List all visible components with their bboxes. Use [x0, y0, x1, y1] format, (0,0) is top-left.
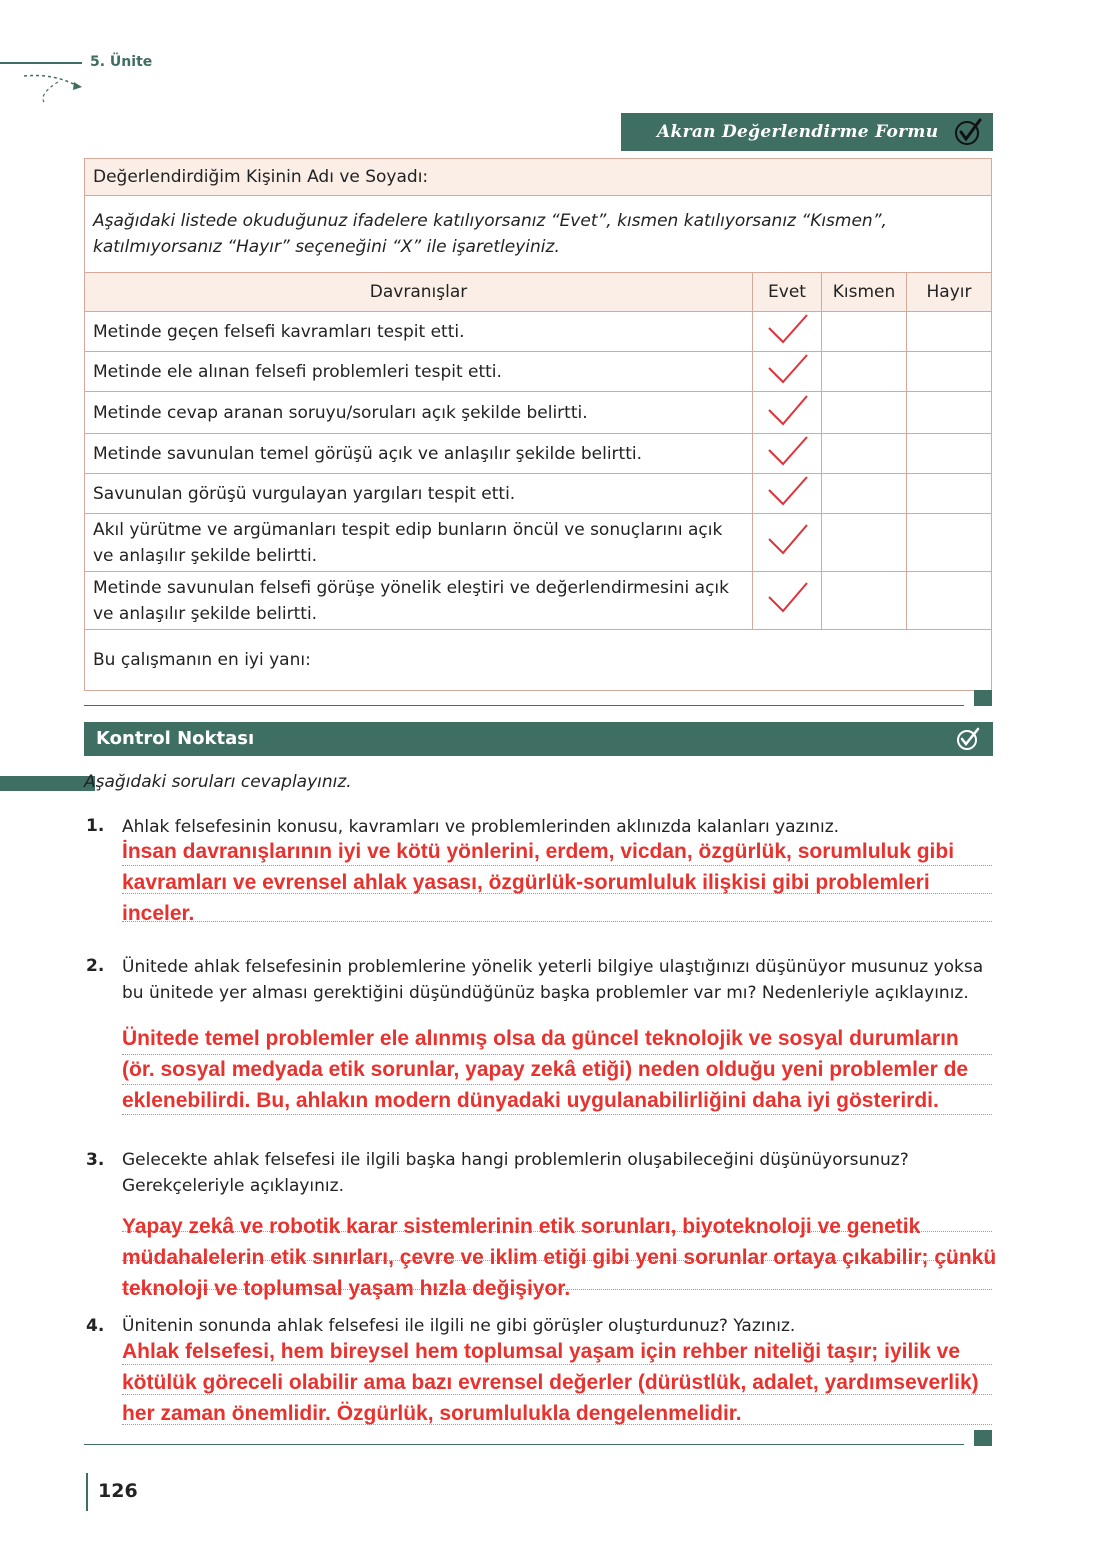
name-label: Değerlendirdiğim Kişinin Adı ve Soyadı: [85, 159, 992, 196]
yes-cell[interactable] [753, 392, 822, 434]
best-side-label: Bu çalışmanın en iyi yanı: [85, 630, 992, 691]
no-cell[interactable] [907, 572, 992, 630]
column-header-partly: Kısmen [822, 273, 907, 312]
question-number: 2. [86, 956, 105, 976]
peer-evaluation-table [84, 158, 992, 691]
section-divider [84, 1444, 964, 1445]
question-text: Gelecekte ahlak felsefesi ile ilgili başka hangi problemlerin oluşabileceğini düşünüyorsunuz? Gerekçeleriyle açıklayınız. [122, 1150, 909, 1196]
answer-text[interactable]: Yapay zekâ ve robotik karar sistemlerinin etik sorunları, biyoteknoloji ve genetik müdahalelerin etik sınırları, çevre ve iklim etiği gibi yeni sorunlar ortaya çıkabilir; çünkü teknoloji ve toplumsal yaşam hızla değişiyor. [122, 1215, 997, 1300]
no-cell[interactable] [907, 392, 992, 434]
partly-cell[interactable] [822, 434, 907, 474]
yes-cell[interactable] [753, 474, 822, 514]
behavior-item: Metinde savunulan felsefi görüşe yönelik eleştiri ve değerlendirmesini açık ve anlaşılır şekilde belirtti. [85, 572, 753, 630]
checkpoint-title: Kontrol Noktası [96, 728, 255, 749]
red-check-icon [765, 579, 809, 615]
question-number: 1. [86, 816, 105, 836]
question-number: 3. [86, 1150, 105, 1170]
red-check-icon [765, 312, 809, 346]
partly-cell[interactable] [822, 474, 907, 514]
no-cell[interactable] [907, 434, 992, 474]
dashed-arrow-icon [18, 72, 86, 106]
no-cell[interactable] [907, 352, 992, 392]
yes-cell[interactable] [753, 312, 822, 352]
red-check-icon [765, 392, 809, 428]
column-header-no: Hayır [907, 273, 992, 312]
column-header-behaviors: Davranışlar [85, 273, 753, 312]
check-circle-icon [955, 726, 981, 752]
yes-cell[interactable] [753, 434, 822, 474]
page-number: 126 [98, 1480, 138, 1502]
red-check-icon [765, 474, 809, 508]
behavior-item: Savunulan görüşü vurgulayan yargıları tespit etti. [85, 474, 753, 514]
answer-text[interactable]: Ünitede temel problemler ele alınmış olsa da güncel teknolojik ve sosyal durumların (ör. sosyal medyada etik sorunlar, yapay zekâ etiği) neden olduğu yeni problemler de eklenebilirdi. Bu, ahlakın modern dünyadaki uygulanabilirliğini daha iyi gösterirdi. [122, 1027, 969, 1112]
question-text: Ünitede ahlak felsefesinin problemlerine yönelik yeterli bilgiye ulaştığınızı düşünüyor musunuz yoksa bu ünitede yer alması gerektiğini düşündüğünüz başka problemler var mı? Nedenleriyle açıklayınız. [122, 957, 984, 1003]
answer-text[interactable]: İnsan davranışlarının iyi ve kötü yönlerini, erdem, vicdan, özgürlük, sorumluluk gibi kavramları ve evrensel ahlak yasası, özgürlük-sorumluluk ilişkisi gibi problemleri inceler. [122, 840, 955, 925]
behavior-item: Metinde savunulan temel görüşü açık ve anlaşılır şekilde belirtti. [85, 434, 753, 474]
partly-cell[interactable] [822, 514, 907, 572]
divider-block [974, 1430, 992, 1446]
no-cell[interactable] [907, 312, 992, 352]
unit-header-line [0, 62, 82, 64]
answer-text[interactable]: Ahlak felsefesi, hem bireysel hem toplumsal yaşam için rehber niteliği taşır; iyilik ve kötülük göreceli olabilir ama bazı evrensel değerler (dürüstlük, adalet, yardımseverlik) her zaman önemlidir. Özgürlük, sorumlulukla dengelenmelidir. [122, 1340, 979, 1425]
yes-cell[interactable] [753, 572, 822, 630]
peer-evaluation-banner [621, 113, 993, 151]
column-header-yes: Evet [753, 273, 822, 312]
partly-cell[interactable] [822, 352, 907, 392]
red-check-icon [765, 434, 809, 468]
banner-title: Akran Değerlendirme Formu [657, 122, 939, 142]
page-number-bar [86, 1473, 88, 1511]
section-divider [84, 705, 964, 706]
divider-block [974, 690, 992, 706]
red-check-icon [765, 521, 809, 557]
partly-cell[interactable] [822, 312, 907, 352]
form-instruction: Aşağıdaki listede okuduğunuz ifadelere katılıyorsanız “Evet”, kısmen katılıyorsanız “Kısmen”, katılmıyorsanız “Hayır” seçeneğini “X” ile işaretleyiniz. [85, 196, 992, 273]
checkpoint-banner [84, 722, 993, 756]
question-text: Ünitenin sonunda ahlak felsefesi ile ilgili ne gibi görüşler oluşturdunuz? Yazınız. [122, 1316, 796, 1336]
question-text: Ahlak felsefesinin konusu, kavramları ve problemlerinden aklınızda kalanları yazınız. [122, 817, 840, 837]
behavior-item: Metinde geçen felsefi kavramları tespit etti. [85, 312, 753, 352]
partly-cell[interactable] [822, 392, 907, 434]
behavior-item: Metinde ele alınan felsefi problemleri tespit etti. [85, 352, 753, 392]
red-check-icon [765, 352, 809, 386]
yes-cell[interactable] [753, 514, 822, 572]
check-circle-icon [953, 117, 983, 147]
unit-label: 5. Ünite [90, 54, 153, 70]
question-number: 4. [86, 1316, 105, 1336]
partly-cell[interactable] [822, 572, 907, 630]
checkpoint-instruction: Aşağıdaki soruları cevaplayınız. [84, 772, 352, 792]
yes-cell[interactable] [753, 352, 822, 392]
no-cell[interactable] [907, 474, 992, 514]
behavior-item: Akıl yürütme ve argümanları tespit edip bunların öncül ve sonuçlarını açık ve anlaşılır şekilde belirtti. [85, 514, 753, 572]
behavior-item: Metinde cevap aranan soruyu/soruları açık şekilde belirtti. [85, 392, 753, 434]
left-accent-bar [0, 776, 95, 791]
no-cell[interactable] [907, 514, 992, 572]
